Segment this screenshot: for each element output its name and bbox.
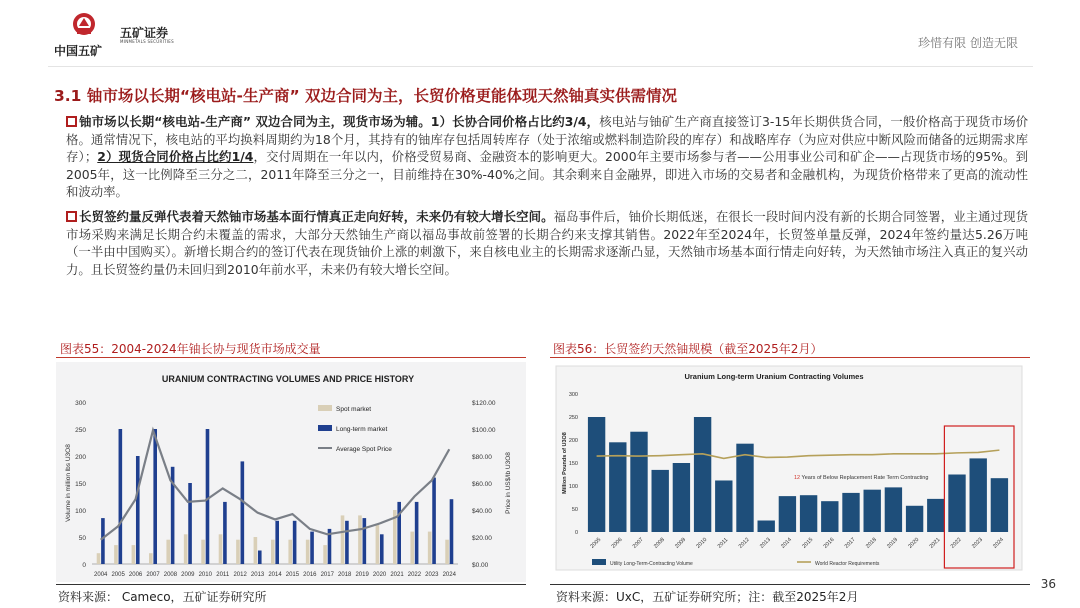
- y-axis-label: Volume in million lbs U3O8: [65, 444, 72, 522]
- y-tick-label: 50: [571, 507, 578, 513]
- x-tick-label: 2006: [610, 536, 624, 550]
- y-tick-label: 300: [75, 400, 86, 407]
- x-tick-label: 2015: [285, 572, 300, 578]
- x-tick-label: 2009: [181, 572, 195, 578]
- chart56-caption-rule: [550, 357, 1030, 358]
- y2-tick-label: $20.00: [472, 535, 492, 542]
- slogan: 珍惜有限 创造无限: [918, 36, 1018, 50]
- y-tick-label: 250: [568, 415, 578, 421]
- x-tick-label: 2017: [320, 572, 334, 578]
- x-tick-label: 2011: [216, 572, 230, 578]
- spot-bar: [97, 553, 101, 564]
- spot-bar: [254, 537, 258, 564]
- contract-volume-bar: [927, 499, 944, 532]
- contract-volume-bar: [906, 506, 923, 532]
- annotation-number: 12: [794, 475, 801, 481]
- x-tick-label: 2016: [303, 572, 317, 578]
- spot-bar: [132, 545, 136, 564]
- chart55-caption: 图表55：2004-2024年铀长协与现货市场成交量: [60, 342, 321, 356]
- legend-swatch-spot: [318, 405, 332, 411]
- legend-label-volume: Utility Long-Term-Contracting Volume: [610, 561, 693, 567]
- contract-volume-bar: [885, 487, 902, 532]
- x-tick-label: 2008: [653, 536, 666, 550]
- spot-bar: [306, 540, 310, 564]
- spot-bar: [149, 553, 153, 564]
- spot-bar: [323, 545, 327, 564]
- x-tick-label: 2020: [907, 536, 921, 550]
- long-term-bar: [363, 518, 367, 564]
- x-tick-label: 2021: [390, 572, 404, 578]
- x-tick-label: 2019: [886, 536, 900, 550]
- contract-volume-bar: [652, 470, 669, 532]
- contract-volume-bar: [991, 478, 1008, 532]
- spot-bar: [184, 534, 188, 564]
- y-tick-label: 100: [568, 484, 578, 490]
- chart55-caption-rule: [56, 357, 526, 358]
- y2-tick-label: $80.00: [472, 454, 492, 461]
- contract-volume-bar: [864, 490, 881, 532]
- contract-volume-bar: [948, 475, 965, 533]
- long-term-bar: [241, 461, 245, 564]
- y-tick-label: 300: [568, 392, 578, 398]
- y-tick-label: 0: [574, 530, 578, 536]
- x-tick-label: 2023: [971, 536, 984, 550]
- x-tick-label: 2015: [801, 536, 815, 550]
- y2-tick-label: $100.00: [472, 427, 496, 434]
- y-tick-label: 250: [75, 427, 86, 434]
- legend-label-price: Average Spot Price: [336, 446, 392, 453]
- y2-tick-label: $0.00: [472, 562, 489, 569]
- x-tick-label: 2004: [94, 572, 108, 578]
- long-term-bar: [258, 551, 262, 565]
- y-tick-label: 200: [75, 454, 86, 461]
- header-divider: [48, 66, 1033, 67]
- x-tick-label: 2013: [759, 536, 772, 550]
- contract-volume-bar: [758, 521, 775, 533]
- x-tick-label: 2007: [146, 572, 160, 578]
- x-tick-label: 2016: [822, 536, 836, 550]
- spot-bar: [445, 540, 449, 564]
- y-tick-label: 150: [568, 461, 578, 467]
- chart-title: Uranium Long-term Uranium Contracting Volumes: [684, 372, 864, 381]
- securities-name: 五矿证券: [120, 26, 169, 40]
- x-tick-label: 2007: [631, 536, 645, 550]
- x-tick-label: 2013: [250, 572, 265, 578]
- x-tick-label: 2014: [268, 572, 282, 578]
- legend-label-spot: Spot market: [336, 406, 372, 413]
- long-term-bar: [432, 478, 436, 564]
- spot-bar: [236, 540, 240, 564]
- chart-title: URANIUM CONTRACTING VOLUMES AND PRICE HISTORY: [161, 374, 415, 384]
- legend-swatch-volume: [592, 559, 606, 565]
- spot-bar: [288, 540, 292, 564]
- contract-volume-bar: [694, 417, 711, 532]
- contract-volume-bar: [736, 444, 753, 532]
- y-tick-label: 200: [568, 438, 578, 444]
- x-tick-label: 2012: [233, 572, 247, 578]
- long-term-bar: [188, 483, 192, 564]
- x-tick-label: 2006: [128, 572, 143, 578]
- x-tick-label: 2011: [716, 536, 730, 550]
- x-tick-label: 2020: [372, 572, 387, 578]
- x-tick-label: 2017: [843, 536, 857, 550]
- x-tick-label: 2018: [865, 536, 878, 550]
- contract-volume-bar: [588, 417, 605, 532]
- para2-text1: 福岛事件后，铀价长期低迷，在很长一段时间内没有新的长期合同签署，业主通过现货市场采购来满足长期合约未覆盖的需求，大部分天然铀生产商以福岛事故前签署的长期合约来支撑其销售。2022年至2024年，长贸签单量反弹，2024年签约量达5.26万吨（一半由中国购买）。新增长期合约的签订代表在现货铀价上涨的刺激下，来自核电业主的长期需求逐渐凸显，天然铀市场基本面行情走向好转，为天然铀市场注入真正的复兴动力。且长贸签约量仍未回归到2010年前水平，未来仍有较大增长空间。: [66, 209, 1029, 277]
- spot-bar: [271, 540, 275, 564]
- spot-bar: [341, 515, 345, 564]
- long-term-bar: [380, 534, 384, 564]
- contract-volume-bar: [715, 480, 732, 532]
- page-title: 3.1 铀市场以长期“核电站-生产商” 双边合同为主，长贸价格更能体现天然铀真实供需情况: [54, 87, 678, 105]
- chart56-caption: 图表56：长贸签约天然铀规模（截至2025年2月）: [553, 342, 823, 356]
- chart56-source: 资料来源：UxC，五矿证券研究所；注：截至2025年2月: [556, 590, 859, 604]
- y2-tick-label: $40.00: [472, 508, 492, 515]
- long-term-bar: [101, 518, 105, 564]
- x-tick-label: 2010: [198, 572, 212, 578]
- x-tick-label: 2010: [695, 536, 709, 550]
- contract-volume-bar: [779, 496, 796, 532]
- y-tick-label: 100: [75, 508, 86, 515]
- long-term-bar: [119, 429, 123, 564]
- x-tick-label: 2022: [407, 572, 422, 578]
- x-tick-label: 2021: [928, 536, 942, 550]
- paragraph-1: [66, 113, 1028, 201]
- page-number: 36: [1040, 577, 1056, 591]
- long-term-bar: [345, 521, 349, 564]
- long-term-bar: [206, 429, 210, 564]
- annotation-label: Years of Below Replacement Rate Term Contracting: [800, 475, 929, 481]
- chart55-plot: [56, 362, 526, 582]
- spot-bar: [201, 540, 205, 564]
- long-term-bar: [136, 456, 140, 564]
- legend-label-long-term: Long-term market: [336, 426, 388, 433]
- spot-bar: [219, 534, 223, 564]
- y-tick-label: 50: [78, 535, 86, 542]
- y2-tick-label: $60.00: [472, 481, 492, 488]
- para2-lead: 长贸签约量反弹代表着天然铀市场基本面行情真正走向好转，未来仍有较大增长空间。: [79, 209, 554, 224]
- legend-label-requirements: World Reactor Requirements: [815, 561, 880, 567]
- y2-tick-label: $120.00: [472, 400, 496, 407]
- x-tick-label: 2012: [737, 536, 751, 550]
- company-logo: [48, 8, 228, 58]
- x-tick-label: 2018: [338, 572, 352, 578]
- contract-volume-bar: [800, 495, 817, 532]
- securities-name-en: MINMETALS SECURITIES: [120, 39, 174, 44]
- y-axis-label: Million Pounds of U3O8: [562, 432, 568, 494]
- x-tick-label: 2023: [425, 572, 439, 578]
- long-term-bar: [310, 532, 314, 564]
- chart56-source-rule: [550, 584, 1030, 585]
- x-tick-label: 2009: [674, 536, 688, 550]
- long-term-bar: [293, 521, 297, 564]
- x-tick-label: 2008: [163, 572, 178, 578]
- minmetals-emblem-icon: [70, 12, 98, 38]
- para1-text2: ，交付周期在一年以内，价格受贸易商、金融资本的影响更大。2000年主要市场参与者——公用事业公司和矿企——占现货市场的95%。到2005年，这一比例降至三分之二，2011年降至三分之一，目前维持在30%-40%之间。其余剩来自金融界，即进入市场的交易者和金融机构，为现货价格带来了更高的流动性和波动率。: [66, 149, 1028, 200]
- annotation-text: [794, 475, 928, 481]
- x-tick-label: 2024: [992, 536, 1006, 550]
- x-tick-label: 2005: [111, 572, 125, 578]
- x-tick-label: 2014: [780, 536, 794, 550]
- spot-bar: [358, 515, 362, 564]
- x-tick-label: 2022: [949, 536, 963, 550]
- spot-bar: [376, 524, 380, 565]
- chart56-plot: [552, 362, 1028, 580]
- contract-volume-bar: [821, 501, 838, 532]
- para1-text1: 核电站与铀矿生产商直接签订3-15年长期供货合同，一般价格高于现货市场价格。通常情况下，核电站的平均换料周期约为18个月，其持有的铀库存包括周转库存（处于浓缩或燃料制造阶段的库存）和战略库存（为应对供应中断风险而储备的远期需求库存）；: [66, 114, 1028, 165]
- long-term-bar: [223, 502, 227, 564]
- contract-volume-bar: [673, 463, 690, 532]
- para1-lead: 铀市场以长期“核电站-生产商” 双边合同为主，现货市场为辅。1）长协合同价格占比约3/4，: [79, 114, 600, 129]
- bullet-icon: [66, 116, 77, 127]
- y2-axis-label: Price in US$/lb U3O8: [505, 452, 512, 514]
- spot-bar: [166, 540, 170, 564]
- long-term-bar: [450, 499, 454, 564]
- contract-volume-bar: [630, 432, 647, 532]
- y-tick-label: 150: [75, 481, 86, 488]
- legend-swatch-long-term: [318, 425, 332, 431]
- spot-bar: [428, 532, 432, 564]
- chart55-source: 资料来源： Cameco，五矿证券研究所: [58, 590, 267, 604]
- spot-bar: [410, 532, 414, 564]
- contract-volume-bar: [842, 493, 859, 532]
- x-tick-label: 2019: [355, 572, 369, 578]
- long-term-bar: [415, 502, 419, 564]
- y-tick-label: 0: [82, 562, 86, 569]
- x-tick-label: 2005: [589, 536, 603, 550]
- spot-bar: [114, 545, 118, 564]
- company-name-cn: 中国五矿: [54, 44, 103, 58]
- long-term-bar: [275, 521, 279, 564]
- chart55-source-rule: [56, 584, 526, 585]
- x-tick-label: 2024: [442, 572, 456, 578]
- long-term-bar: [153, 429, 157, 564]
- contract-volume-bar: [970, 458, 987, 532]
- paragraph-2: [66, 208, 1028, 278]
- para1-bold2: 2）现货合同价格占比约1/4: [97, 149, 254, 165]
- bullet-icon: [66, 211, 77, 222]
